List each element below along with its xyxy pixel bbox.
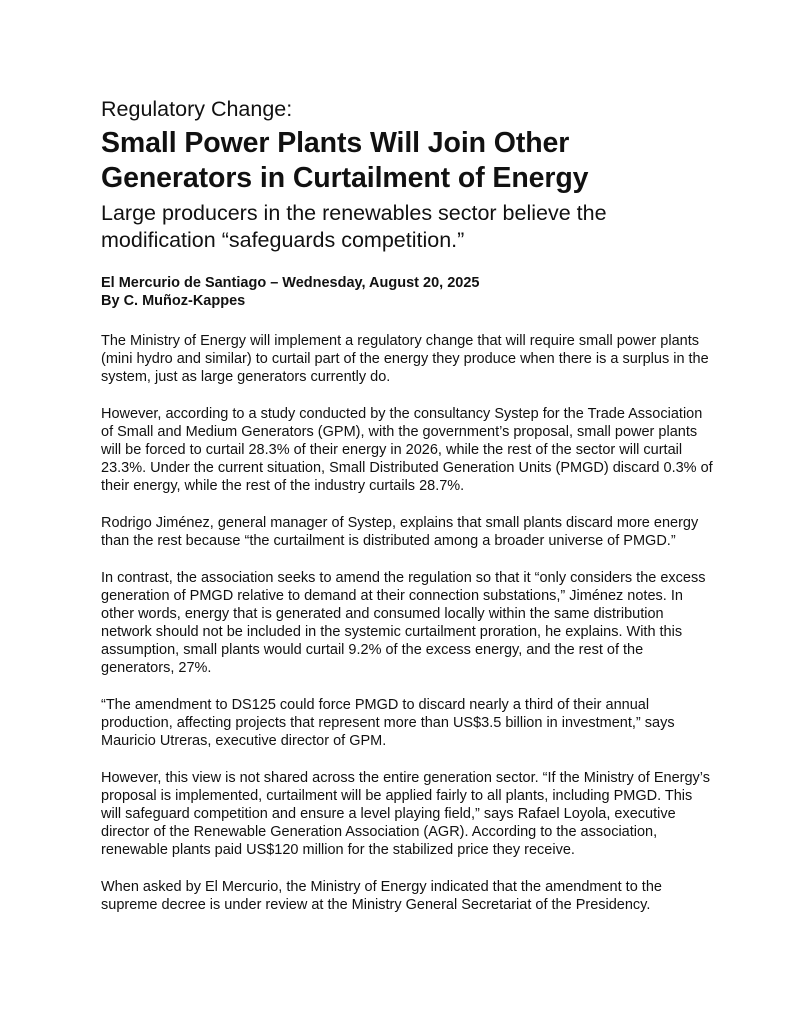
article-kicker: Regulatory Change: bbox=[101, 97, 293, 121]
paragraph: However, this view is not shared across the entire generation sector. “If the Ministry of Energy’s proposal is implemented, curtailment will be applied fairly to all plants, including PMGD. This will safeguard competition and ensure a level playing field,” says Rafael Loyola, executive director of the Renewable Generation Association (AGR). According to the association, renewable plants paid US$120 million for the stabilized price they receive. bbox=[101, 770, 711, 858]
paragraph: Rodrigo Jiménez, general manager of Systep, explains that small plants discard more energy than the rest because “the curtailment is distributed among a broader universe of PMGD.” bbox=[101, 515, 699, 549]
byline bbox=[101, 274, 713, 310]
paragraph: When asked by El Mercurio, the Ministry of Energy indicated that the amendment to the supreme decree is under review at the Ministry General Secretariat of the Presidency. bbox=[101, 879, 662, 913]
paragraph: The Ministry of Energy will implement a regulatory change that will require small power plants (mini hydro and similar) to curtail part of the energy they produce when there is a surplus in the system, just as large generators currently do. bbox=[101, 333, 709, 385]
article-headline: Small Power Plants Will Join Other Generators in Curtailment of Energy bbox=[101, 127, 589, 194]
article bbox=[101, 96, 713, 933]
paragraph: In contrast, the association seeks to amend the regulation so that it “only considers the excess generation of PMGD relative to demand at their connection substations,” Jiménez notes. In other words, energy that is generated and consumed locally within the same distribution network should not be included in the systemic curtailment proration, he explains. With this assumption, small plants would curtail 9.2% of the excess energy, and the rest of the generators, 27%. bbox=[101, 570, 706, 676]
author: By C. Muñoz-Kappes bbox=[101, 293, 246, 309]
article-subhead: Large producers in the renewables sector believe the modification “safeguards competition.” bbox=[101, 201, 607, 252]
dateline: El Mercurio de Santiago – Wednesday, August 20, 2025 bbox=[101, 275, 480, 291]
paragraph: “The amendment to DS125 could force PMGD to discard nearly a third of their annual production, affecting projects that represent more than US$3.5 billion in investment,” says Mauricio Utreras, executive director of GPM. bbox=[101, 697, 675, 749]
article-body bbox=[101, 332, 713, 914]
paragraph: However, according to a study conducted by the consultancy Systep for the Trade Association of Small and Medium Generators (GPM), with the government’s proposal, small power plants will be forced to curtail 28.3% of their energy in 2026, while the rest of the sector will curtail 23.3%. Under the current situation, Small Distributed Generation Units (PMGD) discard 0.3% of their energy, while the rest of the industry curtails 28.7%. bbox=[101, 406, 713, 494]
